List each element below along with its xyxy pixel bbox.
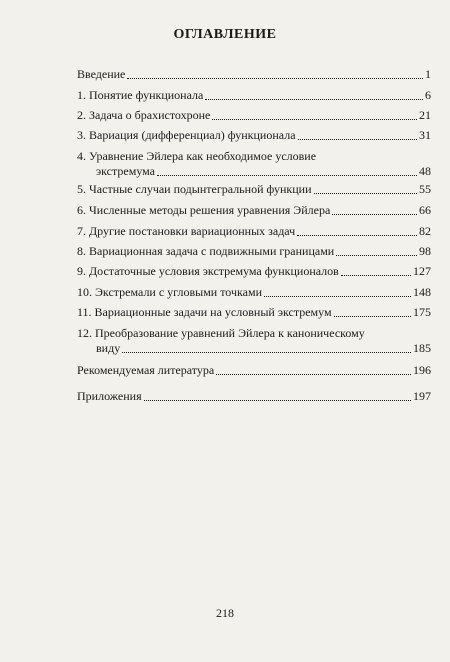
toc-entry-text: 5. Частные случаи подынтегральной функции — [77, 182, 312, 196]
toc-page-number: 196 — [413, 363, 431, 377]
leader-dots — [341, 274, 411, 276]
leader-dots — [205, 98, 423, 100]
toc-entry — [77, 182, 431, 197]
toc-entry — [77, 264, 431, 279]
leader-dots — [336, 254, 417, 256]
toc-entry — [77, 326, 431, 356]
toc-page-number: 127 — [413, 264, 431, 278]
toc-entry-text: 2. Задача о брахистохроне — [77, 108, 211, 122]
toc-entry-first-line: 12. Преобразование уравнений Эйлера к каноническому — [77, 326, 365, 340]
toc-entry-text: 3. Вариация (дифференциал) функционала — [77, 128, 296, 142]
leader-dots — [216, 373, 411, 375]
leader-dots — [264, 295, 411, 297]
toc-entry-text: экстремума — [96, 164, 155, 178]
leader-dots — [144, 399, 411, 401]
toc-entry — [77, 389, 431, 404]
page-title: ОГЛАВЛЕНИЕ — [173, 27, 277, 42]
leader-dots — [297, 234, 417, 236]
toc-page-number: 185 — [413, 341, 431, 355]
leader-dots — [332, 213, 417, 215]
toc-entry — [77, 149, 431, 179]
toc-entry — [77, 305, 431, 320]
toc-entry — [77, 224, 431, 239]
toc-entry-first-line: 4. Уравнение Эйлера как необходимое условие — [77, 149, 317, 163]
leader-dots — [157, 174, 417, 176]
toc-entry-text: 6. Численные методы решения уравнения Эйлера — [77, 203, 331, 217]
toc-entry-text: 1. Понятие функционала — [77, 88, 204, 102]
toc-entry-text: 9. Достаточные условия экстремума функционалов — [77, 264, 339, 278]
toc-page-number: 175 — [413, 305, 431, 319]
toc-entry-text: Приложения — [77, 389, 142, 403]
toc-page-number: 31 — [419, 128, 431, 142]
toc-page-number: 66 — [419, 203, 431, 217]
toc-page-number: 55 — [419, 182, 431, 196]
leader-dots — [298, 138, 417, 140]
toc-page-number: 6 — [425, 88, 431, 102]
toc-entry — [77, 203, 431, 218]
toc-entry — [77, 244, 431, 259]
toc-entry — [77, 363, 431, 378]
toc-entry-text: 11. Вариационные задачи на условный экстремум — [77, 305, 332, 319]
leader-dots — [122, 351, 411, 353]
toc-entry-text: 8. Вариационная задача с подвижными границами — [77, 244, 335, 258]
leader-dots — [334, 315, 411, 317]
leader-dots — [212, 118, 417, 120]
toc-page-number: 148 — [413, 285, 431, 299]
toc-page-number: 197 — [413, 389, 431, 403]
toc-entry — [77, 88, 431, 103]
toc-entry-text: виду — [96, 341, 121, 355]
toc-entry-text: 7. Другие постановки вариационных задач — [77, 224, 296, 238]
toc-page-number: 1 — [425, 67, 431, 81]
toc-entry-text: Рекомендуемая литература — [77, 363, 215, 377]
toc-page-number: 48 — [419, 164, 431, 178]
toc-page-number: 98 — [419, 244, 431, 258]
toc-entry-text: Введение — [77, 67, 126, 81]
toc-entry — [77, 108, 431, 123]
toc-entry-text: 10. Экстремали с угловыми точками — [77, 285, 263, 299]
leader-dots — [127, 77, 423, 79]
toc-entry — [77, 67, 431, 82]
toc-entry — [77, 285, 431, 300]
footer-page-number: 218 — [216, 606, 234, 620]
toc-page-number: 82 — [419, 224, 431, 238]
toc-page-number: 21 — [419, 108, 431, 122]
leader-dots — [314, 192, 418, 194]
toc-entry — [77, 128, 431, 143]
